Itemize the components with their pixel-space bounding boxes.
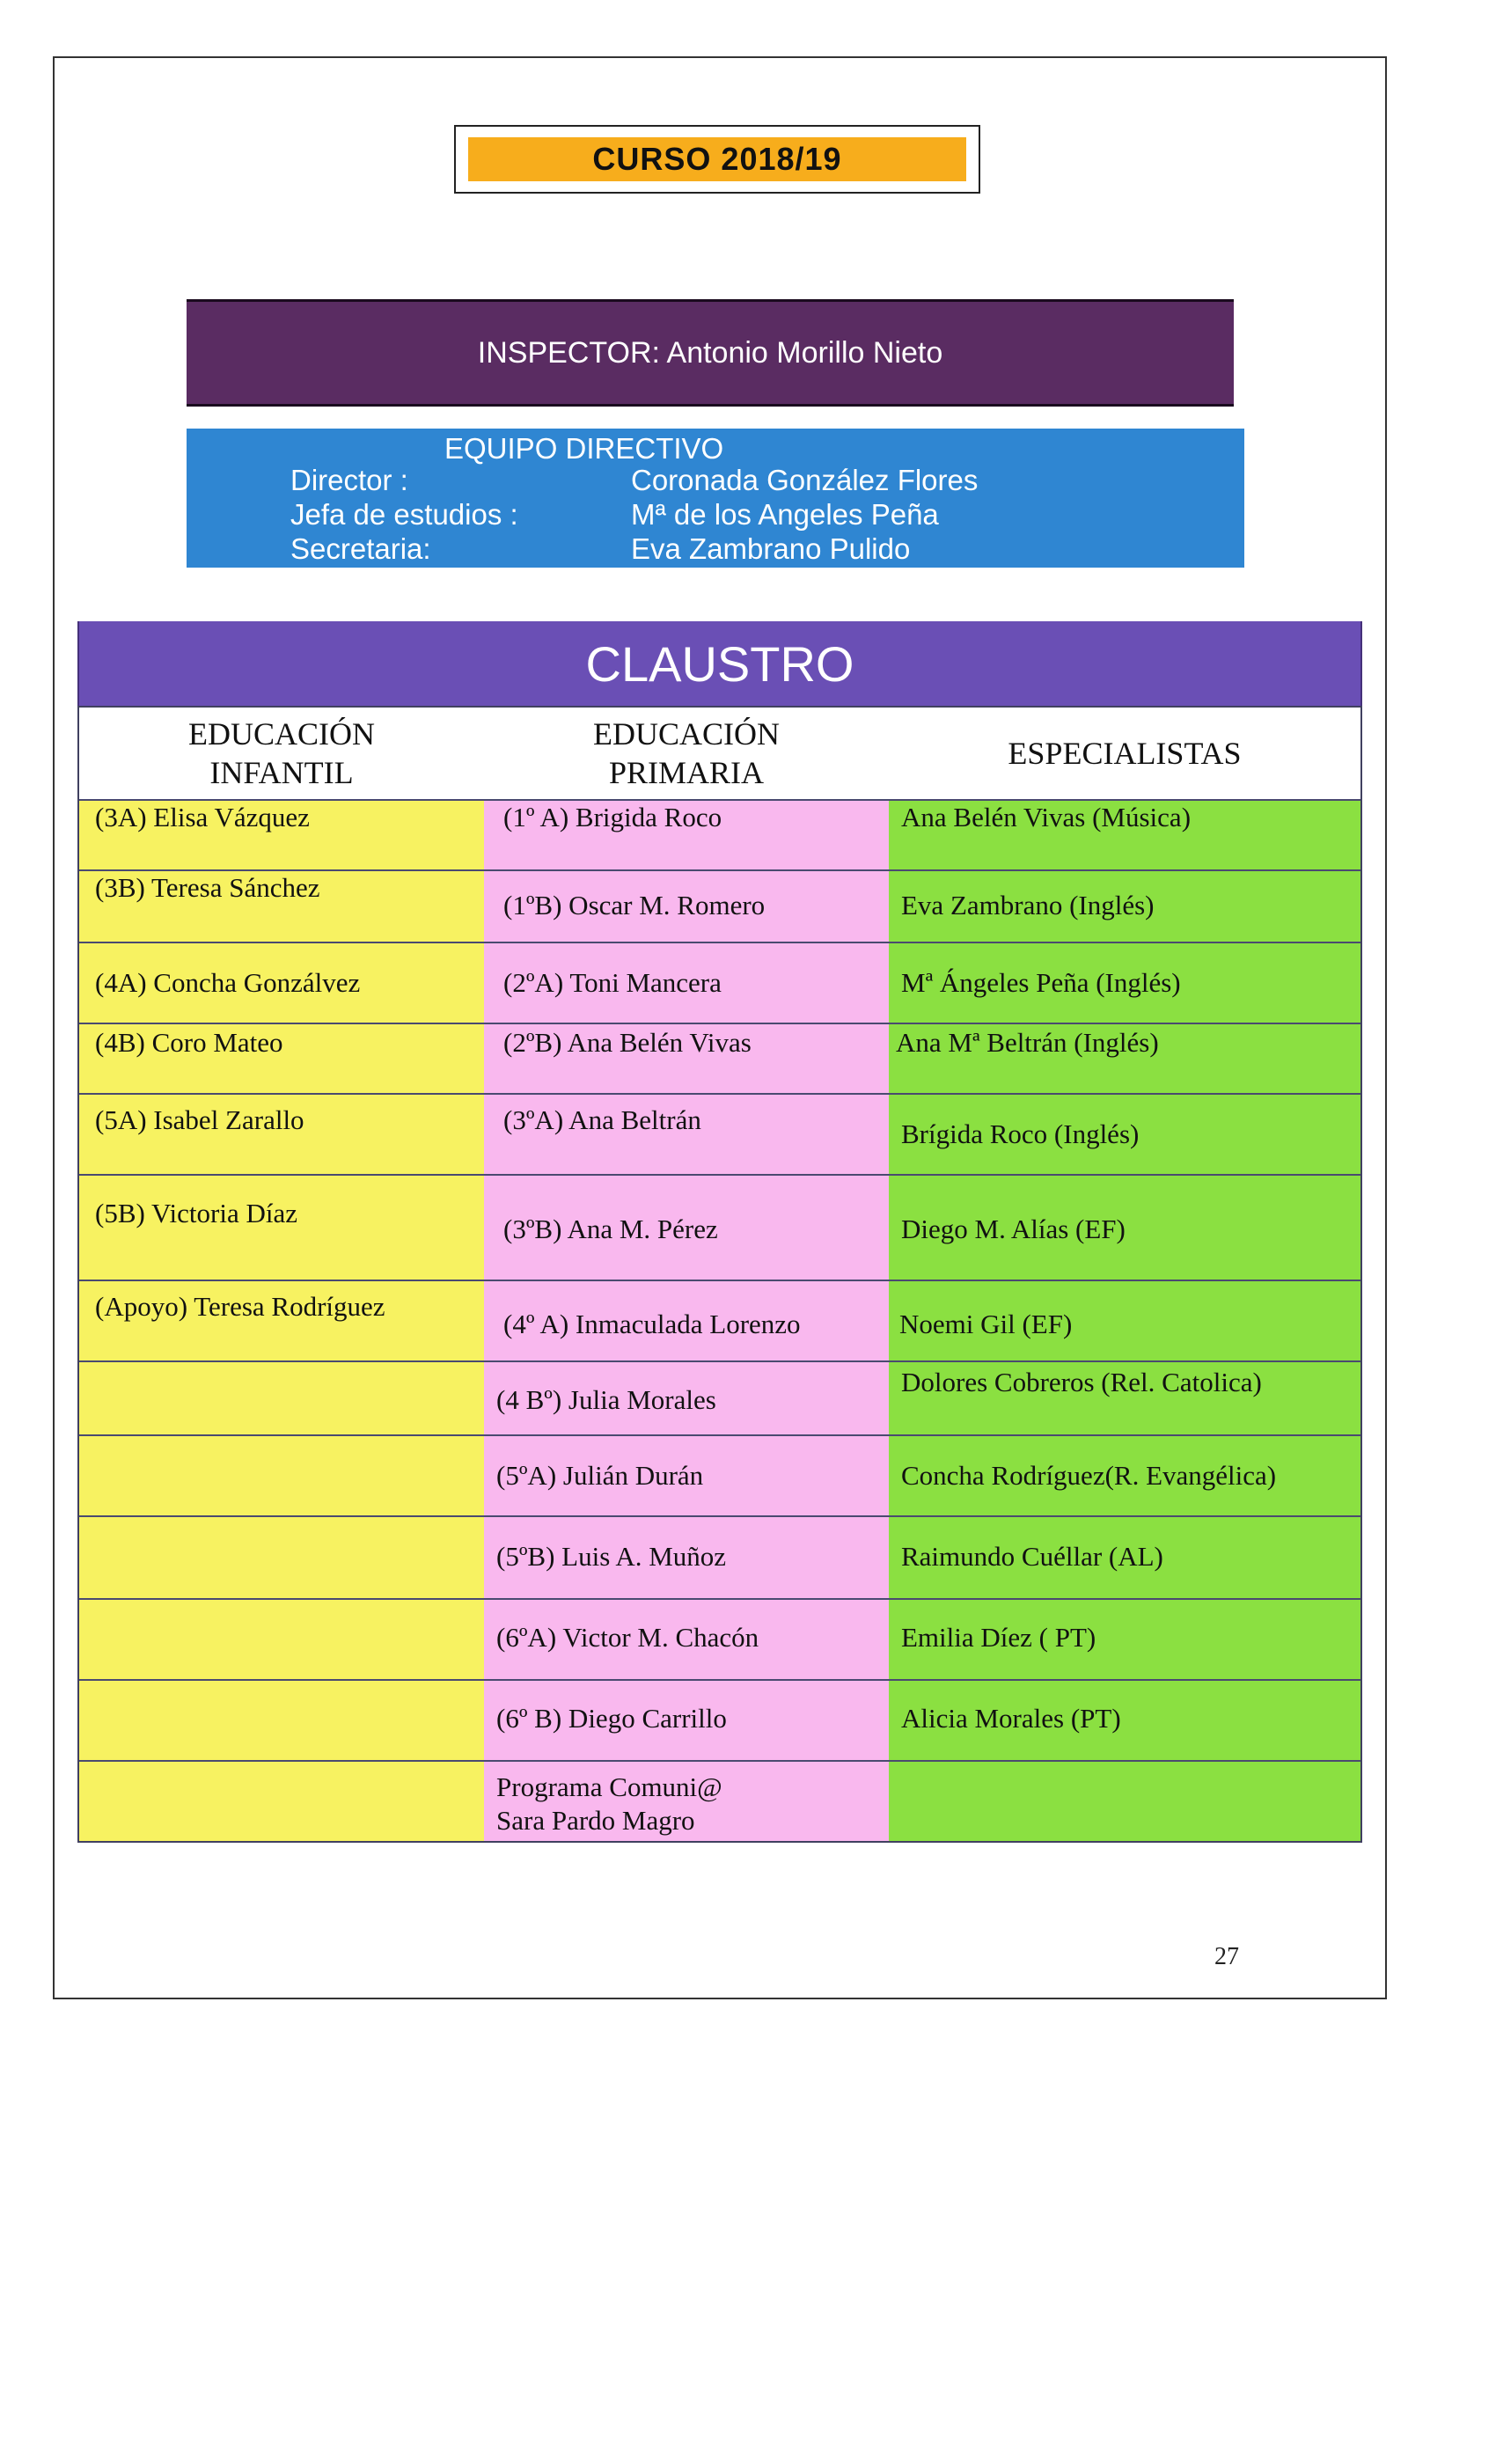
director-name: Coronada González Flores: [631, 464, 979, 496]
secretaria-role: Secretaria:: [290, 532, 431, 565]
especialista: Diego M. Alías (EF): [901, 1214, 1126, 1244]
especialista: Alicia Morales (PT): [901, 1703, 1121, 1734]
course-title: CURSO 2018/19: [468, 137, 966, 181]
director-role: Director :: [290, 464, 408, 496]
infantil-teacher: (3A) Elisa Vázquez: [95, 802, 310, 832]
row-divider: [79, 942, 1360, 943]
row-divider: [79, 1598, 1360, 1600]
primaria-teacher: (4 Bº) Julia Morales: [496, 1384, 716, 1415]
row-divider: [79, 1434, 1360, 1436]
especialista: Emilia Díez ( PT): [901, 1622, 1096, 1653]
especialista: Concha Rodríguez(R. Evangélica): [901, 1460, 1277, 1491]
row-divider: [79, 1515, 1360, 1517]
primaria-teacher: (4º A) Inmaculada Lorenzo: [503, 1309, 801, 1339]
primaria-teacher: (2ºB) Ana Belén Vivas: [503, 1027, 752, 1058]
especialista: Brígida Roco (Inglés): [901, 1118, 1140, 1149]
especialista: Raimundo Cuéllar (AL): [901, 1541, 1163, 1572]
equipo-directivo-title: EQUIPO DIRECTIVO: [444, 432, 724, 465]
jefa-estudios-role: Jefa de estudios :: [290, 498, 518, 531]
infantil-teacher: (4A) Concha Gonzálvez: [95, 967, 361, 998]
primaria-teacher: (3ºB) Ana M. Pérez: [503, 1214, 718, 1244]
row-divider: [79, 1679, 1360, 1681]
row-divider: [79, 1093, 1360, 1095]
inspector-banner: INSPECTOR: Antonio Morillo Nieto: [187, 299, 1234, 407]
especialista: Dolores Cobreros (Rel. Catolica): [901, 1367, 1262, 1397]
especialista: Noemi Gil (EF): [899, 1309, 1073, 1339]
primaria-teacher: (2ºA) Toni Mancera: [503, 967, 722, 998]
primaria-teacher: (6º B) Diego Carrillo: [496, 1703, 727, 1734]
primaria-teacher: (5ºB) Luis A. Muñoz: [496, 1541, 727, 1572]
column-header-especialistas: ESPECIALISTAS: [1008, 736, 1242, 771]
primaria-teacher: (3ºA) Ana Beltrán: [503, 1104, 701, 1135]
infantil-teacher: (5A) Isabel Zarallo: [95, 1104, 304, 1135]
row-divider: [79, 1174, 1360, 1176]
equipo-directivo-panel: [187, 429, 1244, 568]
row-divider: [79, 1360, 1360, 1362]
primaria-teacher: (1ºB) Oscar M. Romero: [503, 890, 766, 920]
programa-comunica: Programa Comuni@ Sara Pardo Magro: [496, 1771, 722, 1836]
infantil-teacher: (Apoyo) Teresa Rodríguez: [95, 1291, 385, 1322]
primaria-teacher: (6ºA) Victor M. Chacón: [496, 1622, 759, 1653]
row-divider: [79, 1023, 1360, 1024]
infantil-teacher: (4B) Coro Mateo: [95, 1027, 283, 1058]
row-divider: [79, 1760, 1360, 1762]
page-number: 27: [1214, 1943, 1239, 1970]
claustro-table: [77, 706, 1362, 1843]
infantil-teacher: (3B) Teresa Sánchez: [95, 872, 320, 903]
claustro-title: CLAUSTRO: [77, 621, 1362, 706]
column-header-infantil: EDUCACIÓN INFANTIL: [188, 716, 375, 790]
jefa-estudios-name: Mª de los Angeles Peña: [631, 498, 939, 531]
column-header-primaria: EDUCACIÓN PRIMARIA: [593, 716, 780, 790]
primaria-teacher: (1º A) Brigida Roco: [503, 802, 722, 832]
especialista: Eva Zambrano (Inglés): [901, 890, 1155, 920]
course-banner: [454, 125, 980, 194]
secretaria-name: Eva Zambrano Pulido: [631, 532, 911, 565]
especialista: Ana Belén Vivas (Música): [901, 802, 1192, 832]
row-divider: [79, 1280, 1360, 1281]
especialista: Ana Mª Beltrán (Inglés): [896, 1027, 1159, 1058]
primaria-teacher: (5ºA) Julián Durán: [496, 1460, 704, 1491]
infantil-teacher: (5B) Victoria Díaz: [95, 1198, 297, 1228]
especialista: Mª Ángeles Peña (Inglés): [901, 967, 1181, 998]
